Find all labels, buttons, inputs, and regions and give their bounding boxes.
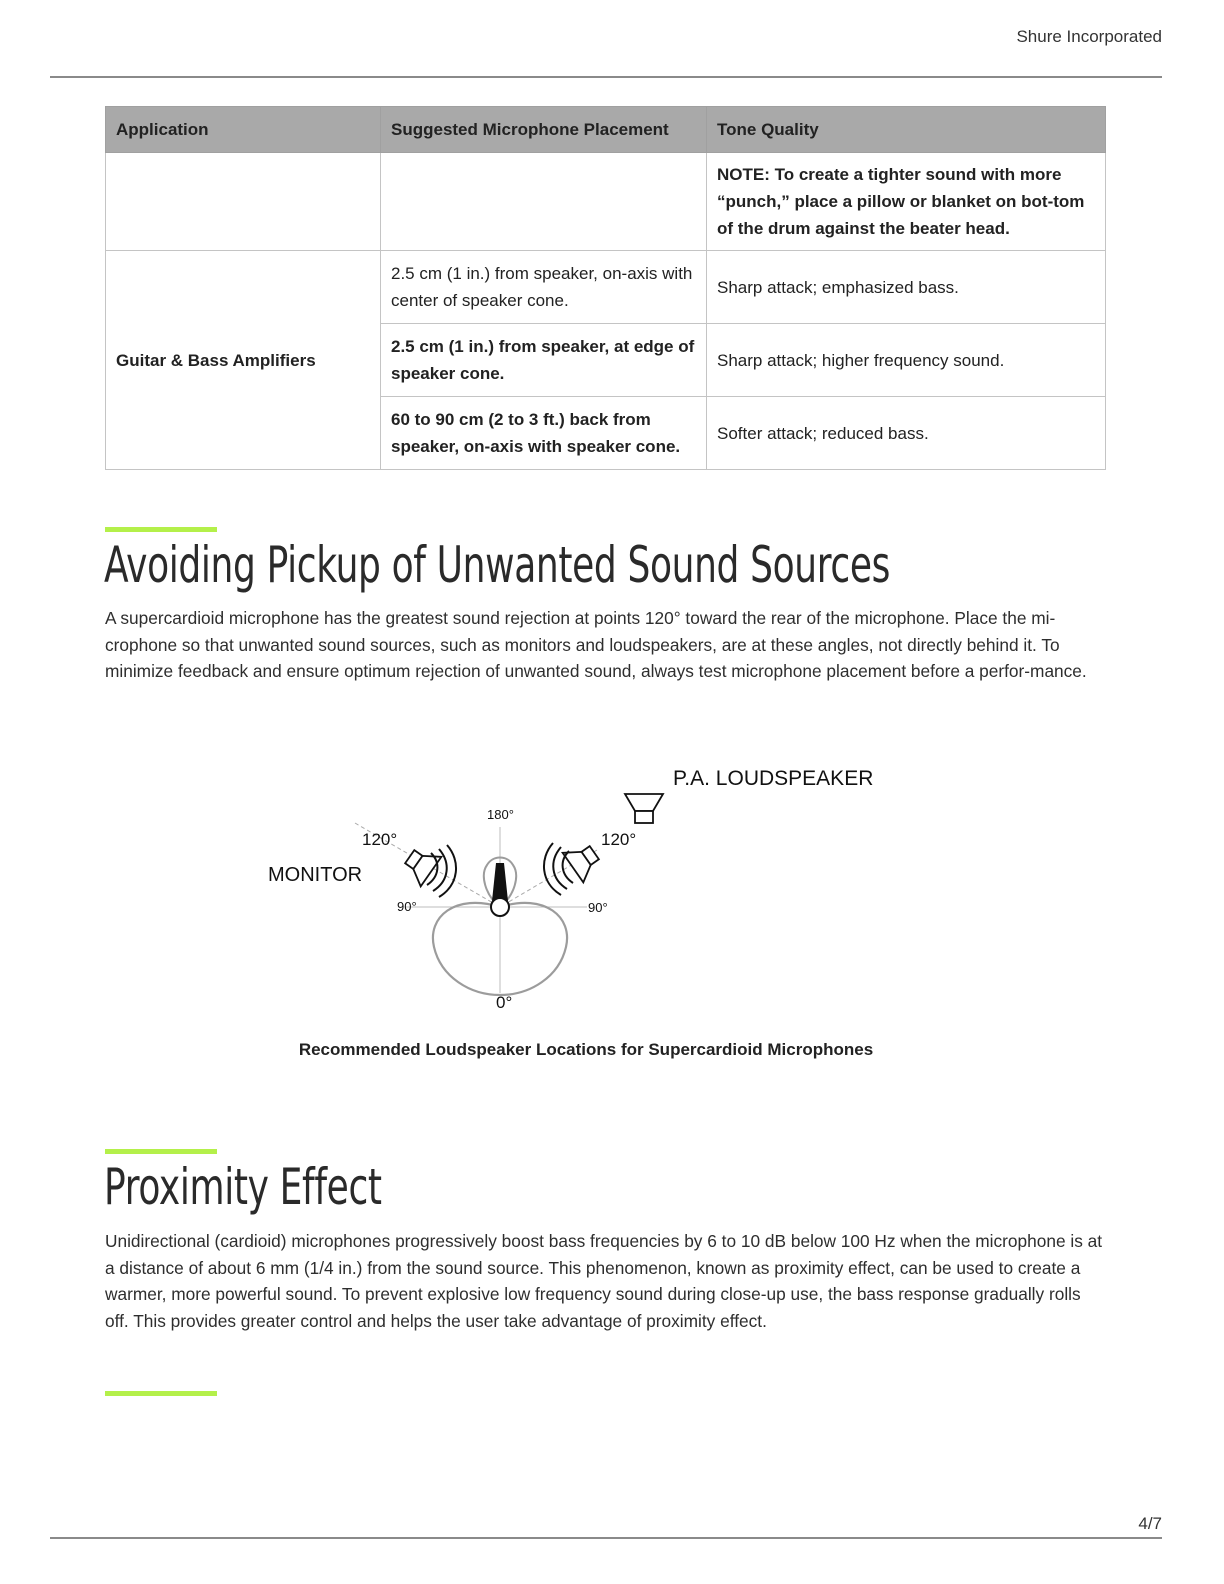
angle-120-right-label: 120° xyxy=(601,830,637,849)
page-number: 4/7 xyxy=(1138,1514,1162,1533)
cell-tone: Sharp attack; emphasized bass. xyxy=(707,251,1106,324)
cell-tone-note: NOTE: To create a tighter sound with more “punch,” place a pillow or blanket on bot-tom of the drum against the beater head. xyxy=(707,153,1106,251)
section-title-proximity-effect: Proximity Effect xyxy=(104,1158,382,1216)
cell-tone: Softer attack; reduced bass. xyxy=(707,397,1106,470)
section-body-proximity-effect: Unidirectional (cardioid) microphones progressively boost bass frequencies by 6 to 10 dB below 100 Hz when the microphone is at a distance of about 6 mm (1/4 in.) from the sound source. This phenomenon, known as proximity effect, can be used to create a warmer, more powerful sound. To prevent explosive low frequency sound during close-up use, the bass response gradually rolls off. This provides greater control and helps the user take advantage of proximity effect. xyxy=(105,1231,1103,1332)
header-rule xyxy=(50,76,1162,78)
microphone-placement-table xyxy=(105,106,1106,470)
table-header-row xyxy=(106,107,1106,153)
cell-application xyxy=(106,153,381,251)
angle-120-left-label: 120° xyxy=(362,830,398,849)
angle-180-label: 180° xyxy=(487,807,514,822)
cell-placement: 2.5 cm (1 in.) from speaker, on-axis with center of speaker cone. xyxy=(381,251,707,324)
right-sound-waves-icon xyxy=(544,843,573,895)
monitor-speaker-icon xyxy=(399,842,441,886)
footer-rule xyxy=(50,1537,1162,1539)
header-company-name: Shure Incorporated xyxy=(1016,27,1162,46)
diagram-caption: Recommended Loudspeaker Locations for Supercardioid Microphones xyxy=(298,1040,874,1059)
microphone-icon xyxy=(491,863,509,916)
angle-90-right-label: 90° xyxy=(588,900,608,915)
cell-application-guitar: Guitar & Bass Amplifiers xyxy=(106,251,381,470)
table-row xyxy=(106,251,1106,324)
column-header-tone: Tone Quality xyxy=(707,107,1106,153)
monitor-label: MONITOR xyxy=(268,864,363,886)
cell-placement: 2.5 cm (1 in.) from speaker, at edge of speaker cone. xyxy=(381,324,707,397)
pa-loudspeaker-label: P.A. LOUDSPEAKER xyxy=(673,767,874,790)
table-row-continuation xyxy=(106,153,1106,251)
cell-placement xyxy=(381,153,707,251)
angle-0-label: 0° xyxy=(496,993,513,1012)
section-body-unwanted-sound: A supercardioid microphone has the greatest sound rejection at points 120° toward the rear of the microphone. Place the mi-crophone so that unwanted sound sources, such as monitors and loudspeakers, are at these angles, not directly behind it. To minimize feedback and ensure optimum rejection of unwanted sound, always test microphone placement before a perfor-mance. xyxy=(105,608,1087,682)
pa-loudspeaker-icon xyxy=(625,794,663,823)
section-accent-bar xyxy=(105,1391,217,1396)
section-title-unwanted-sound: Avoiding Pickup of Unwanted Sound Sources xyxy=(104,536,891,594)
angle-90-left-label: 90° xyxy=(397,899,417,914)
cell-placement: 60 to 90 cm (2 to 3 ft.) back from speaker, on-axis with speaker cone. xyxy=(381,397,707,470)
cell-tone: Sharp attack; higher frequency sound. xyxy=(707,324,1106,397)
column-header-application: Application xyxy=(106,107,381,153)
right-speaker-icon xyxy=(563,838,605,882)
column-header-placement: Suggested Microphone Placement xyxy=(381,107,707,153)
section-accent-bar xyxy=(105,1149,217,1154)
loudspeaker-placement-diagram xyxy=(255,755,895,1025)
section-accent-bar xyxy=(105,527,217,532)
